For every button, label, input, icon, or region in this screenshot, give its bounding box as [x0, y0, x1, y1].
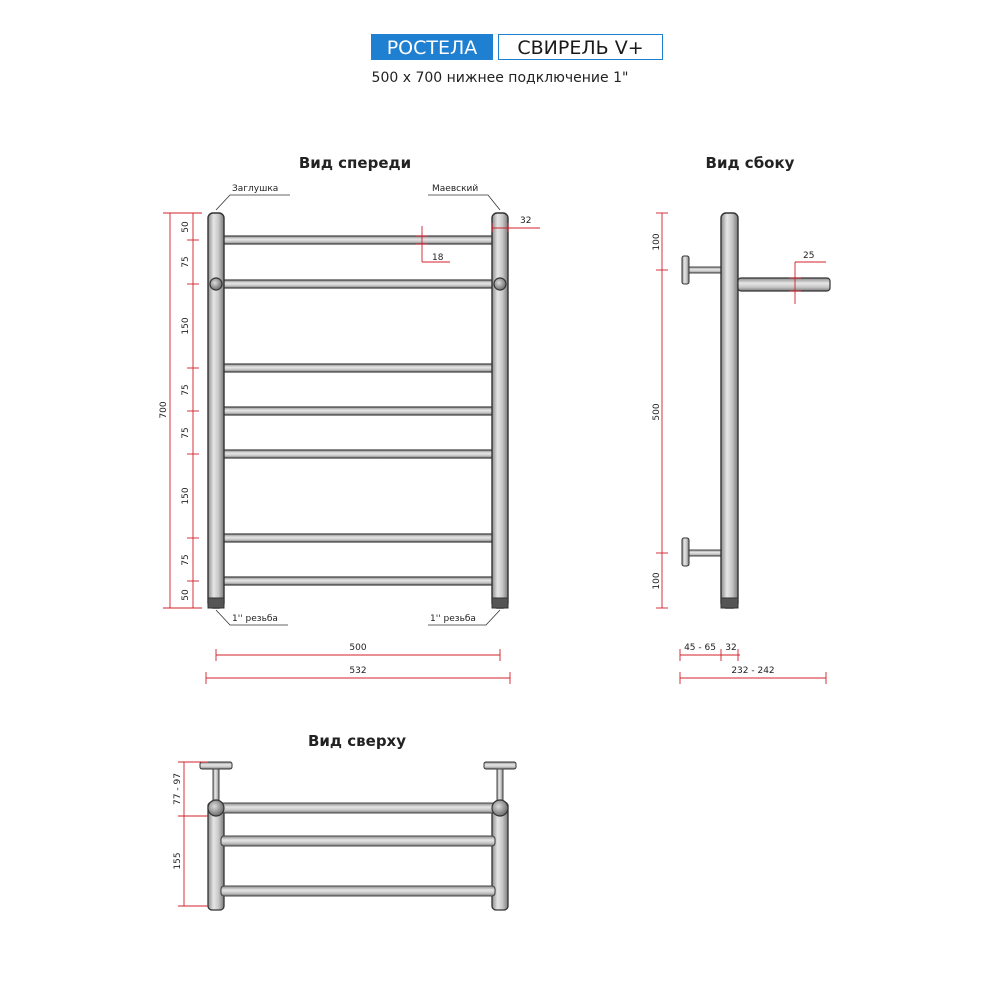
width-outer-value: 532 [349, 666, 367, 676]
segment-label: 75 [181, 427, 191, 439]
segment-label: 75 [181, 256, 191, 268]
right-mount [494, 278, 506, 290]
top-view-right-rod [497, 769, 503, 801]
side-pipe [721, 213, 738, 608]
side-view [652, 213, 830, 684]
mayevsky-label: Маевский [432, 184, 479, 194]
side-rung-value: 25 [803, 251, 815, 261]
top-view-title: Вид сверху [307, 732, 407, 750]
top-view-rung [221, 886, 495, 896]
side-pipe-value: 32 [725, 643, 737, 653]
top-bracket-rod [688, 267, 722, 273]
top-view-rung [221, 836, 495, 846]
top-mount-value: 77 - 97 [173, 773, 183, 805]
rung-diameter-value: 18 [432, 253, 444, 263]
side-thread [721, 598, 738, 608]
thread-left-label: 1'' резьба [232, 614, 278, 624]
rung [221, 407, 495, 415]
pipe-diameter-value: 32 [520, 216, 532, 226]
front-view [159, 184, 540, 684]
product-subtitle: 500 x 700 нижнее подключение 1" [371, 70, 629, 86]
top-view-rung [221, 803, 495, 813]
bottom-bracket-plate [682, 538, 689, 566]
side-middle-value: 500 [652, 403, 662, 421]
top-view-left-plate [200, 762, 232, 769]
top-depth-value: 155 [173, 852, 183, 870]
side-top-value: 100 [652, 233, 662, 251]
rung [221, 577, 495, 585]
left-thread [208, 598, 224, 608]
rung [221, 534, 495, 542]
top-view [173, 762, 516, 910]
side-view-title: Вид сбоку [705, 154, 795, 172]
width-inner-value: 500 [349, 643, 367, 653]
top-view-left-ball [208, 800, 224, 816]
right-pipe [492, 213, 508, 608]
side-bottom-value: 100 [652, 572, 662, 590]
rung [221, 280, 495, 288]
rung [221, 236, 495, 244]
segment-label: 50 [181, 221, 191, 233]
side-depth-value: 232 - 242 [731, 666, 775, 676]
segment-label: 50 [181, 589, 191, 601]
bottom-bracket-rod [688, 550, 722, 556]
segment-label: 150 [181, 487, 191, 505]
height-value: 700 [159, 401, 169, 419]
rung [221, 364, 495, 372]
front-view-title: Вид спереди [298, 154, 412, 172]
brand-name: РОСТЕЛА [371, 34, 493, 60]
model-name: СВИРЕЛЬ V+ [498, 34, 663, 60]
segment-label: 150 [181, 317, 191, 335]
segment-dim-chain [187, 213, 199, 608]
cap-label: Заглушка [232, 184, 279, 194]
top-bracket-plate [682, 256, 689, 284]
side-offset-value: 45 - 65 [684, 643, 716, 653]
side-rung [738, 278, 830, 291]
top-view-right-plate [484, 762, 516, 769]
segment-label: 75 [181, 384, 191, 396]
rung [221, 450, 495, 458]
left-pipe [208, 213, 224, 608]
top-view-left-rod [213, 769, 219, 801]
thread-right-label: 1'' резьба [430, 614, 476, 624]
segment-label: 75 [181, 554, 191, 566]
right-thread [492, 598, 508, 608]
top-view-right-ball [492, 800, 508, 816]
left-mount [210, 278, 222, 290]
front-rungs [221, 236, 495, 585]
